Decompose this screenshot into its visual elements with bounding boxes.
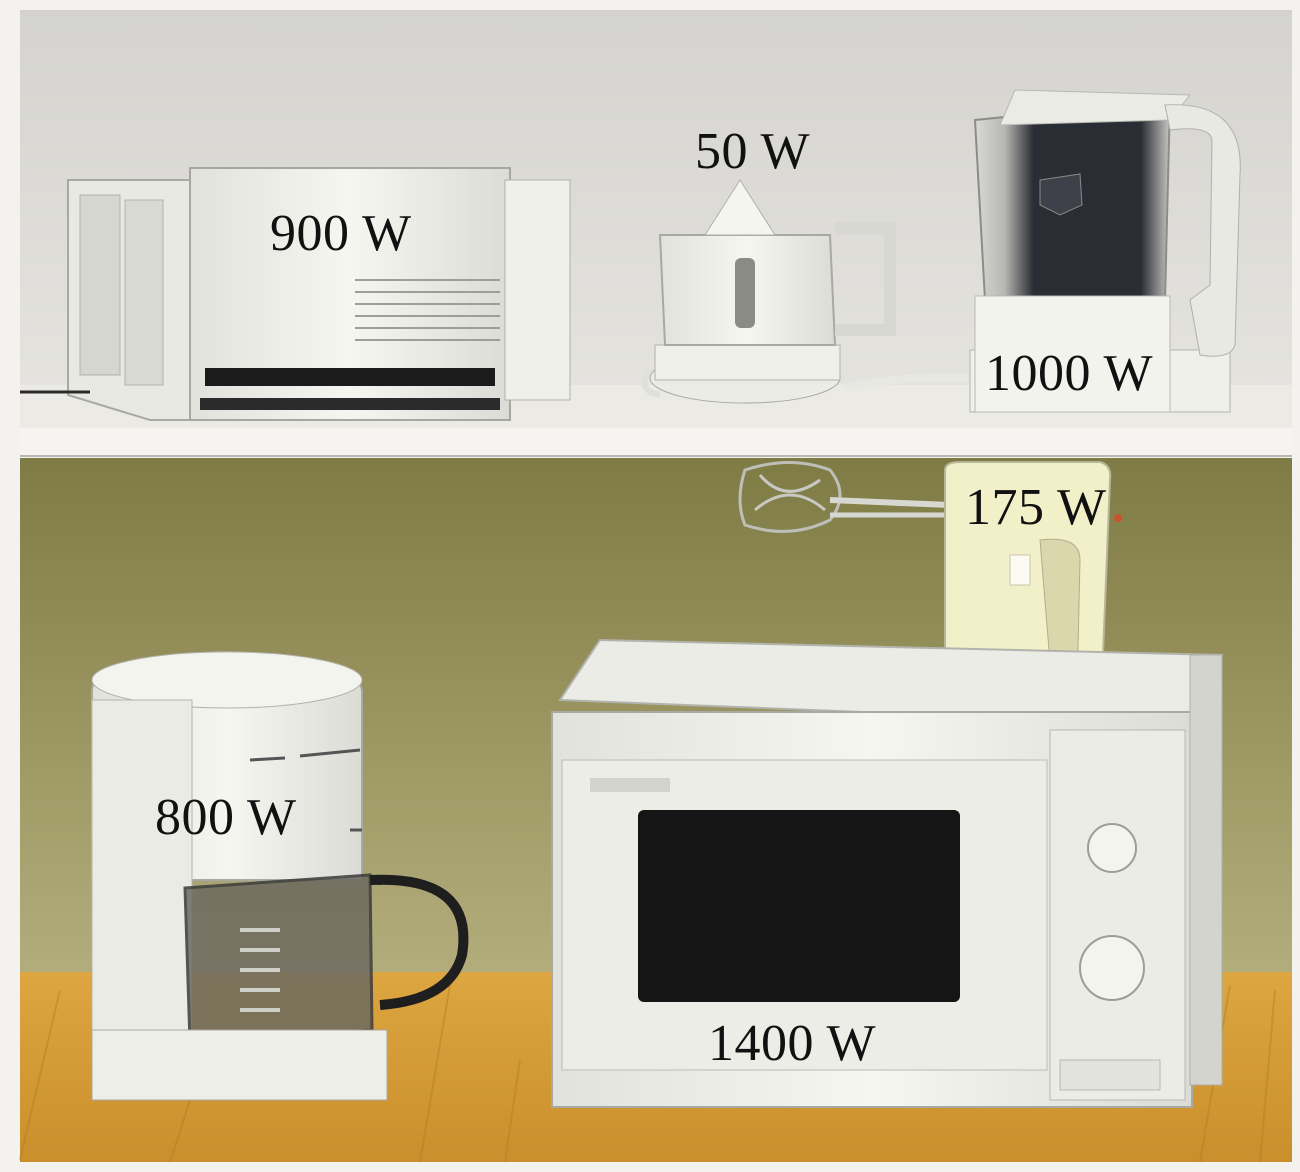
microwave-power-label: 1400 W (708, 1015, 877, 1072)
coffee-maker-power-label: 800 W (155, 789, 297, 846)
shelf-edge (20, 428, 1292, 456)
kettle-power-label: 1000 W (985, 345, 1154, 402)
juicer-power-label: 50 W (695, 123, 811, 180)
mixer-power-label: 175 W (965, 479, 1107, 536)
toaster-power-label: 900 W (270, 205, 412, 262)
